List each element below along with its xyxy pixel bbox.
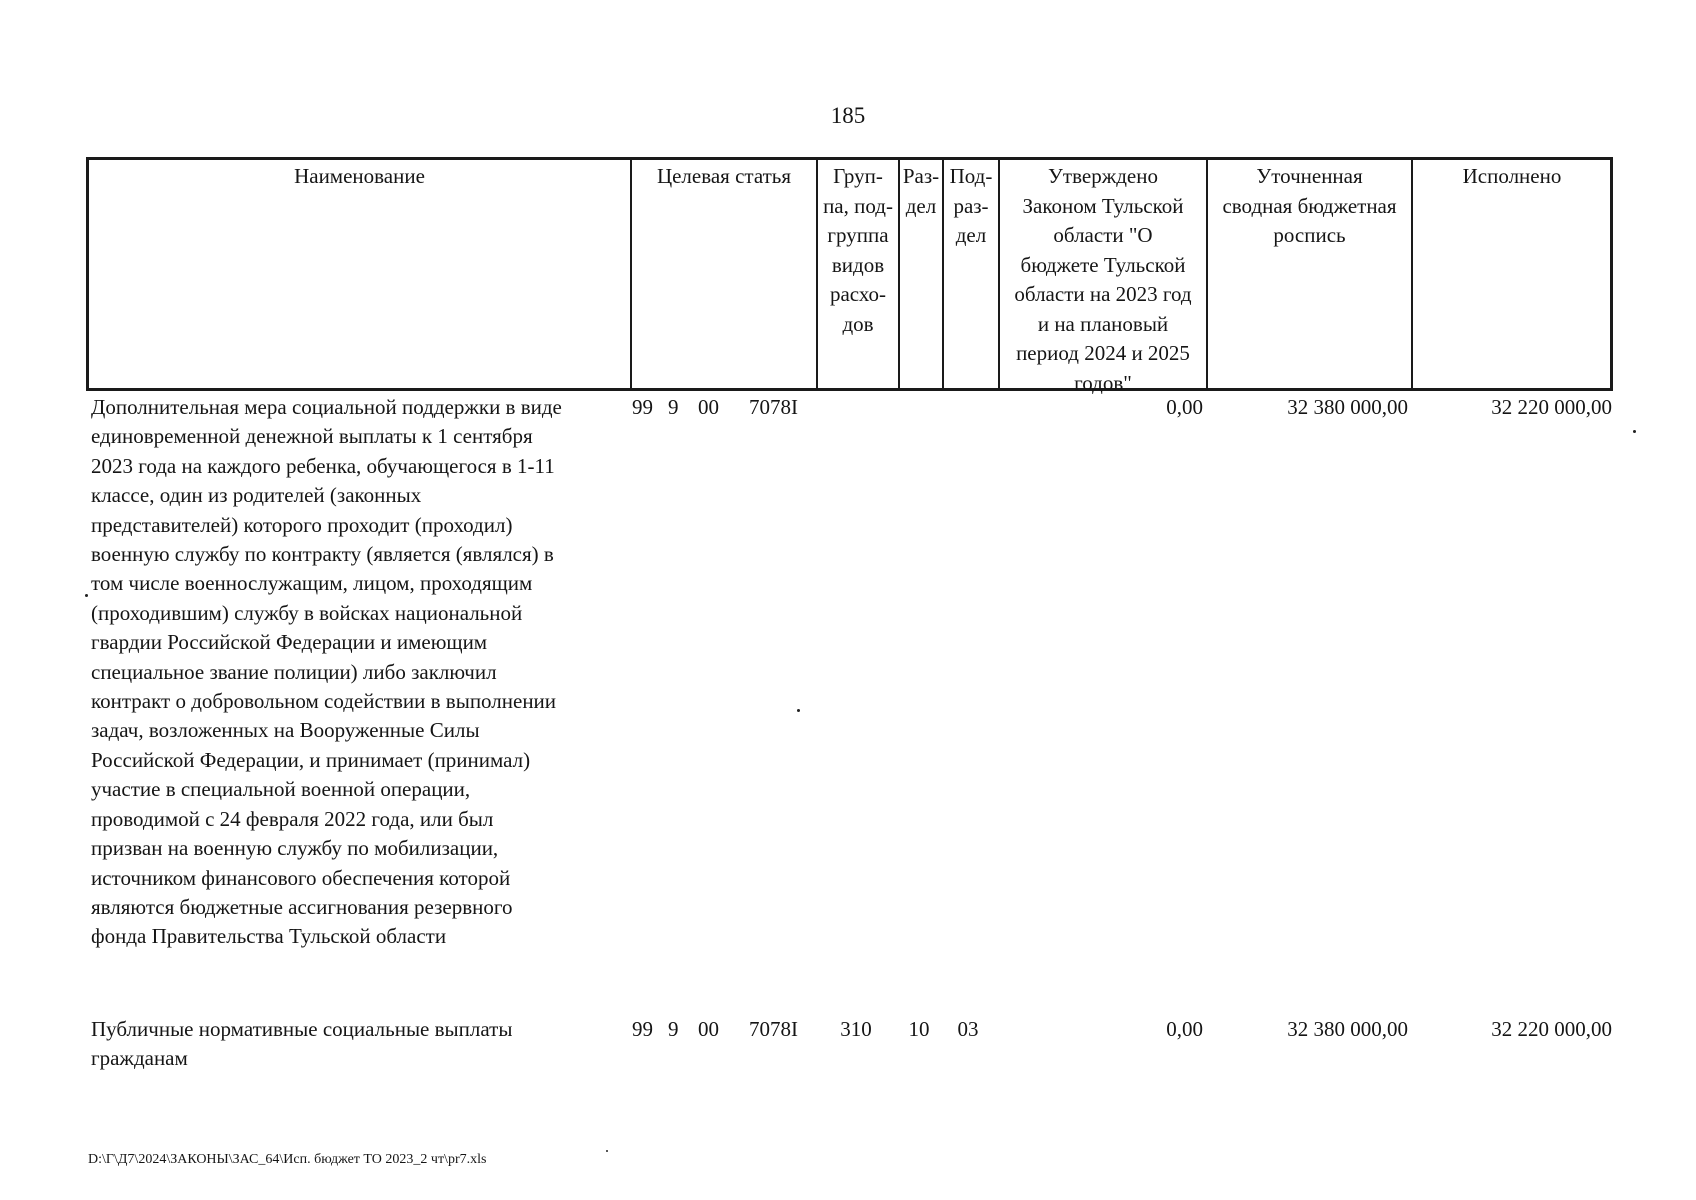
header-subsection — [944, 162, 998, 251]
header-target — [632, 162, 816, 192]
scan-speck — [797, 709, 800, 712]
text-line: задач, возложенных на Вооруженные Силы — [91, 718, 480, 743]
page-number: 185 — [830, 103, 866, 128]
text-line: 2023 года на каждого ребенка, обучающегося в 1-11 — [91, 453, 555, 478]
text-line: являются бюджетные ассигнования резервного — [91, 894, 513, 919]
approved-value: 0,00 — [1166, 1017, 1203, 1041]
text-line: (проходившим) службу в войсках национальной — [91, 600, 523, 625]
text-line: видов — [831, 252, 885, 277]
target-code-subprogram: 9 — [668, 395, 679, 419]
text-line: и на плановый — [1037, 311, 1169, 336]
text-line: Под- — [949, 164, 993, 188]
text-line: годов" — [1074, 370, 1132, 395]
section-value: 10 — [908, 1017, 930, 1041]
text-line: проводимой с 24 февраля 2022 года, или был — [91, 806, 494, 831]
header-group — [818, 162, 898, 339]
executed-value: 32 220 000,00 — [1491, 1017, 1612, 1041]
text-line: Исполнено — [1462, 164, 1562, 188]
text-line: Раз- — [902, 164, 940, 188]
text-line: фонда Правительства Тульской области — [91, 924, 447, 949]
header-name — [89, 162, 630, 192]
table-header — [86, 157, 1613, 395]
text-line: контракт о добровольном содействии в выполнении — [91, 689, 557, 714]
subsection-value: 03 — [957, 1017, 979, 1041]
text-line: па, под- — [823, 193, 893, 218]
column-divider — [630, 160, 632, 388]
footer-file-path: D:\Г\Д7\2024\ЗАКОНЫ\ЗАС_64\Исп. бюджет ТО 2023_2 чт\pr7.xls — [88, 1152, 487, 1167]
text-line: период 2024 и 2025 — [1016, 341, 1190, 365]
text-line: дел — [905, 193, 937, 218]
text-line: Наименование — [294, 164, 425, 188]
text-line: том числе военнослужащим, лицом, проходящим — [91, 571, 533, 596]
text-line: специальное звание полиции) либо заключил — [91, 659, 497, 684]
text-line: Дополнительная мера социальной поддержки в виде — [91, 395, 562, 419]
text-line: классе, один из родителей (законных — [91, 483, 422, 508]
refined-value: 32 380 000,00 — [1287, 1017, 1408, 1041]
text-line: дов — [842, 311, 874, 336]
text-line: представителей) которого проходит (проходил) — [91, 512, 513, 537]
scan-speck — [1633, 430, 1636, 433]
group-value: 310 — [840, 1017, 872, 1041]
text-line: военную службу по контракту (является (являлся) в — [91, 542, 554, 567]
text-line: роспись — [1273, 223, 1346, 247]
text-line: гвардии Российской Федерации и имеющим — [91, 630, 488, 655]
executed-value: 32 220 000,00 — [1491, 395, 1612, 419]
approved-value: 0,00 — [1166, 395, 1203, 419]
scan-speck — [85, 594, 88, 597]
row-name — [91, 393, 621, 952]
scan-speck — [606, 1150, 608, 1152]
text-line: Уточненная — [1256, 164, 1363, 188]
text-line: единовременной денежной выплаты к 1 сентября — [91, 424, 533, 449]
text-line: раз- — [953, 193, 989, 218]
text-line: сводная бюджетная — [1222, 193, 1397, 218]
text-line: бюджете Тульской — [1020, 252, 1186, 277]
header-section — [900, 162, 942, 221]
target-code-direction: 7078I — [749, 1017, 798, 1041]
text-line: области на 2023 год — [1014, 282, 1192, 306]
text-line: группа — [827, 223, 889, 247]
text-line: Утверждено — [1048, 164, 1158, 188]
target-code-program: 99 — [632, 395, 653, 419]
text-line: расхо- — [829, 282, 887, 306]
refined-value: 32 380 000,00 — [1287, 395, 1408, 419]
target-code-direction: 7078I — [749, 395, 798, 419]
target-code-subprogram: 9 — [668, 1017, 679, 1041]
target-code-event: 00 — [698, 1017, 719, 1041]
target-code-event: 00 — [698, 395, 719, 419]
text-line: гражданам — [91, 1046, 188, 1071]
text-line: Публичные нормативные социальные выплаты — [91, 1017, 513, 1041]
text-line: Законом Тульской — [1022, 193, 1184, 218]
text-line: призван на военную службу по мобилизации, — [91, 836, 499, 861]
row-name — [91, 1015, 621, 1074]
header-approved — [1000, 162, 1206, 398]
text-line: Целевая статья — [656, 164, 792, 188]
text-line: источником финансового обеспечения которой — [91, 865, 511, 890]
text-line: дел — [955, 223, 987, 247]
column-divider — [1411, 160, 1413, 388]
header-refined — [1208, 162, 1411, 251]
header-executed — [1413, 162, 1611, 192]
target-code-program: 99 — [632, 1017, 653, 1041]
text-line: области "О — [1053, 223, 1153, 247]
text-line: Груп- — [833, 164, 883, 188]
text-line: Российской Федерации, и принимает (принимал) — [91, 747, 531, 772]
text-line: участие в специальной военной операции, — [91, 777, 471, 802]
